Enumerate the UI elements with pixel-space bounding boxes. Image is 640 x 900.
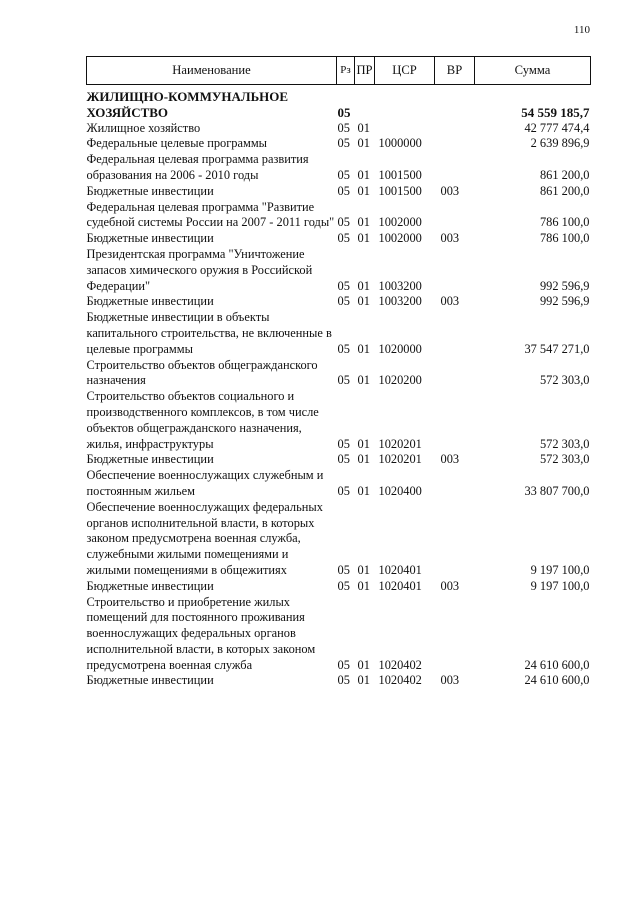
cell-sum: 33 807 700,0 <box>524 483 590 498</box>
cell-rz: 05 <box>337 657 350 672</box>
table-row <box>87 358 591 390</box>
budget-table <box>86 56 591 689</box>
cell-csr: 1020201 <box>378 452 422 467</box>
cell-csr: 1002000 <box>378 215 422 230</box>
cell-sum: 992 596,9 <box>539 294 590 309</box>
cell-vr <box>435 358 475 390</box>
cell-rz: 05 <box>337 562 350 577</box>
cell-csr: 1020000 <box>378 341 422 356</box>
cell-csr <box>375 121 435 137</box>
cell-name: Обеспечение военнослужащих федеральных органов исполнительной власти, в которых законом предусмотрена военная служба, служебными жилыми помещениями и жилыми помещениями в общежитиях <box>86 499 323 577</box>
cell-name: Бюджетные инвестиции <box>86 231 214 246</box>
cell-csr: 1001500 <box>378 167 422 182</box>
cell-vr <box>435 389 475 452</box>
cell-rz: 05 <box>337 578 350 593</box>
cell-name: Бюджетные инвестиции <box>86 452 214 467</box>
cell-vr: 003 <box>440 578 460 593</box>
table-row <box>87 579 591 595</box>
cell-vr: 003 <box>440 183 460 198</box>
header-rz: Рз <box>337 57 355 85</box>
cell-csr: 1003200 <box>378 278 422 293</box>
table-row <box>87 152 591 184</box>
cell-rz: 05 <box>337 483 350 498</box>
table-row <box>87 452 591 468</box>
cell-csr: 1001500 <box>378 183 422 198</box>
cell-vr <box>435 247 475 294</box>
cell-rz: 05 <box>337 294 350 309</box>
table-row <box>87 595 591 674</box>
page-number: 110 <box>573 24 590 36</box>
cell-rz: 05 <box>337 104 351 120</box>
cell-name: Бюджетные инвестиции <box>86 578 214 593</box>
cell-csr: 1003200 <box>378 294 422 309</box>
cell-vr <box>435 85 475 121</box>
cell-name: Бюджетные инвестиции <box>86 183 214 198</box>
cell-vr <box>435 121 475 137</box>
table-row <box>87 121 591 137</box>
cell-vr <box>435 152 475 184</box>
cell-rz: 05 <box>337 167 350 182</box>
cell-pr: 01 <box>357 341 370 356</box>
cell-pr: 01 <box>357 452 370 467</box>
cell-name: Жилищное хозяйство <box>86 120 201 135</box>
cell-name: ЖИЛИЩНО-КОММУНАЛЬНОЕ ХОЗЯЙСТВО <box>86 89 289 120</box>
cell-csr: 1020402 <box>378 673 422 688</box>
cell-csr: 1020200 <box>378 373 422 388</box>
table-row <box>87 231 591 247</box>
cell-pr: 01 <box>357 578 370 593</box>
cell-csr: 1002000 <box>378 231 422 246</box>
cell-rz: 05 <box>337 373 350 388</box>
cell-sum: 786 100,0 <box>539 231 590 246</box>
cell-sum: 24 610 600,0 <box>524 673 590 688</box>
cell-name: Строительство и приобретение жилых помещений для постоянного проживания военнослужащих федеральных органов исполнительной власти, в которых законом предусмотрена военная служба <box>86 594 316 672</box>
cell-vr <box>435 310 475 357</box>
cell-rz: 05 <box>337 452 350 467</box>
cell-pr: 01 <box>357 562 370 577</box>
cell-vr: 003 <box>440 294 460 309</box>
table-header <box>87 57 591 85</box>
cell-sum: 861 200,0 <box>539 167 590 182</box>
cell-pr <box>355 85 375 121</box>
cell-sum: 786 100,0 <box>539 215 590 230</box>
table-row <box>87 200 591 232</box>
cell-sum: 9 197 100,0 <box>530 562 590 577</box>
table-row <box>87 500 591 579</box>
header-pr: ПР <box>355 57 375 85</box>
cell-pr: 01 <box>357 436 370 451</box>
cell-sum: 861 200,0 <box>539 183 590 198</box>
cell-csr: 1020201 <box>378 436 422 451</box>
cell-pr: 01 <box>357 183 370 198</box>
cell-sum: 24 610 600,0 <box>524 657 590 672</box>
table-row <box>87 310 591 357</box>
cell-rz: 05 <box>337 673 350 688</box>
cell-sum: 37 547 271,0 <box>524 341 590 356</box>
cell-csr: 1020401 <box>378 562 422 577</box>
cell-rz: 05 <box>337 215 350 230</box>
cell-name: Федеральная целевая программа развития образования на 2006 - 2010 годы <box>86 152 309 182</box>
cell-sum: 572 303,0 <box>539 452 590 467</box>
cell-csr <box>375 85 435 121</box>
cell-name: Обеспечение военнослужащих служебным и постоянным жильем <box>86 468 324 498</box>
cell-rz: 05 <box>337 120 350 135</box>
cell-name: Бюджетные инвестиции в объекты капитального строительства, не включенные в целевые программы <box>86 310 332 356</box>
cell-csr: 1020401 <box>378 578 422 593</box>
cell-sum: 42 777 474,4 <box>524 120 590 135</box>
header-row <box>87 57 591 85</box>
cell-pr: 01 <box>357 136 370 151</box>
cell-vr <box>435 500 475 579</box>
cell-vr: 003 <box>440 452 460 467</box>
header-csr: ЦСР <box>375 57 435 85</box>
cell-pr: 01 <box>357 167 370 182</box>
cell-csr: 1000000 <box>378 136 422 151</box>
cell-name: Президентская программа "Уничтожение запасов химического оружия в Российской Федерации" <box>86 246 313 293</box>
cell-pr: 01 <box>357 120 370 135</box>
cell-name: Федеральная целевая программа "Развитие судебной системы России на 2007 - 2011 годы" <box>86 199 335 230</box>
table-row <box>87 389 591 452</box>
cell-vr <box>435 468 475 500</box>
table-row <box>87 247 591 294</box>
cell-sum: 9 197 100,0 <box>530 578 590 593</box>
cell-pr: 01 <box>357 483 370 498</box>
cell-vr: 003 <box>440 231 460 246</box>
cell-vr: 003 <box>440 673 460 688</box>
cell-name: Строительство объектов общегражданского назначения <box>86 357 318 388</box>
cell-pr: 01 <box>357 278 370 293</box>
cell-name: Бюджетные инвестиции <box>86 673 214 688</box>
cell-csr: 1020402 <box>378 657 422 672</box>
cell-pr: 01 <box>357 657 370 672</box>
cell-name: Федеральные целевые программы <box>86 136 268 151</box>
header-name: Наименование <box>87 57 337 85</box>
cell-rz: 05 <box>337 183 350 198</box>
header-vr: ВР <box>435 57 475 85</box>
cell-rz: 05 <box>337 341 350 356</box>
table-row <box>87 184 591 200</box>
cell-pr: 01 <box>357 294 370 309</box>
table-row <box>87 136 591 152</box>
cell-vr <box>435 136 475 152</box>
cell-sum: 572 303,0 <box>539 373 590 388</box>
cell-name: Строительство объектов социального и производственного комплексов, в том числе объектов общегражданского назначения, жилья, инфраструктуры <box>86 389 319 451</box>
cell-rz: 05 <box>337 136 350 151</box>
cell-sum: 54 559 185,7 <box>521 104 590 120</box>
cell-sum: 572 303,0 <box>539 436 590 451</box>
cell-rz: 05 <box>337 278 350 293</box>
table-row <box>87 468 591 500</box>
table-row <box>87 673 591 689</box>
table-row <box>87 294 591 310</box>
cell-pr: 01 <box>357 373 370 388</box>
cell-vr <box>435 595 475 674</box>
cell-pr: 01 <box>357 231 370 246</box>
table-body <box>87 85 591 690</box>
cell-sum: 992 596,9 <box>539 278 590 293</box>
cell-pr: 01 <box>357 673 370 688</box>
cell-csr: 1020400 <box>378 483 422 498</box>
cell-sum: 2 639 896,9 <box>530 136 590 151</box>
table-row <box>87 85 591 121</box>
header-sum: Сумма <box>475 57 591 85</box>
cell-name: Бюджетные инвестиции <box>86 294 214 309</box>
cell-rz: 05 <box>337 436 350 451</box>
cell-pr: 01 <box>357 215 370 230</box>
cell-vr <box>435 200 475 232</box>
cell-rz: 05 <box>337 231 350 246</box>
